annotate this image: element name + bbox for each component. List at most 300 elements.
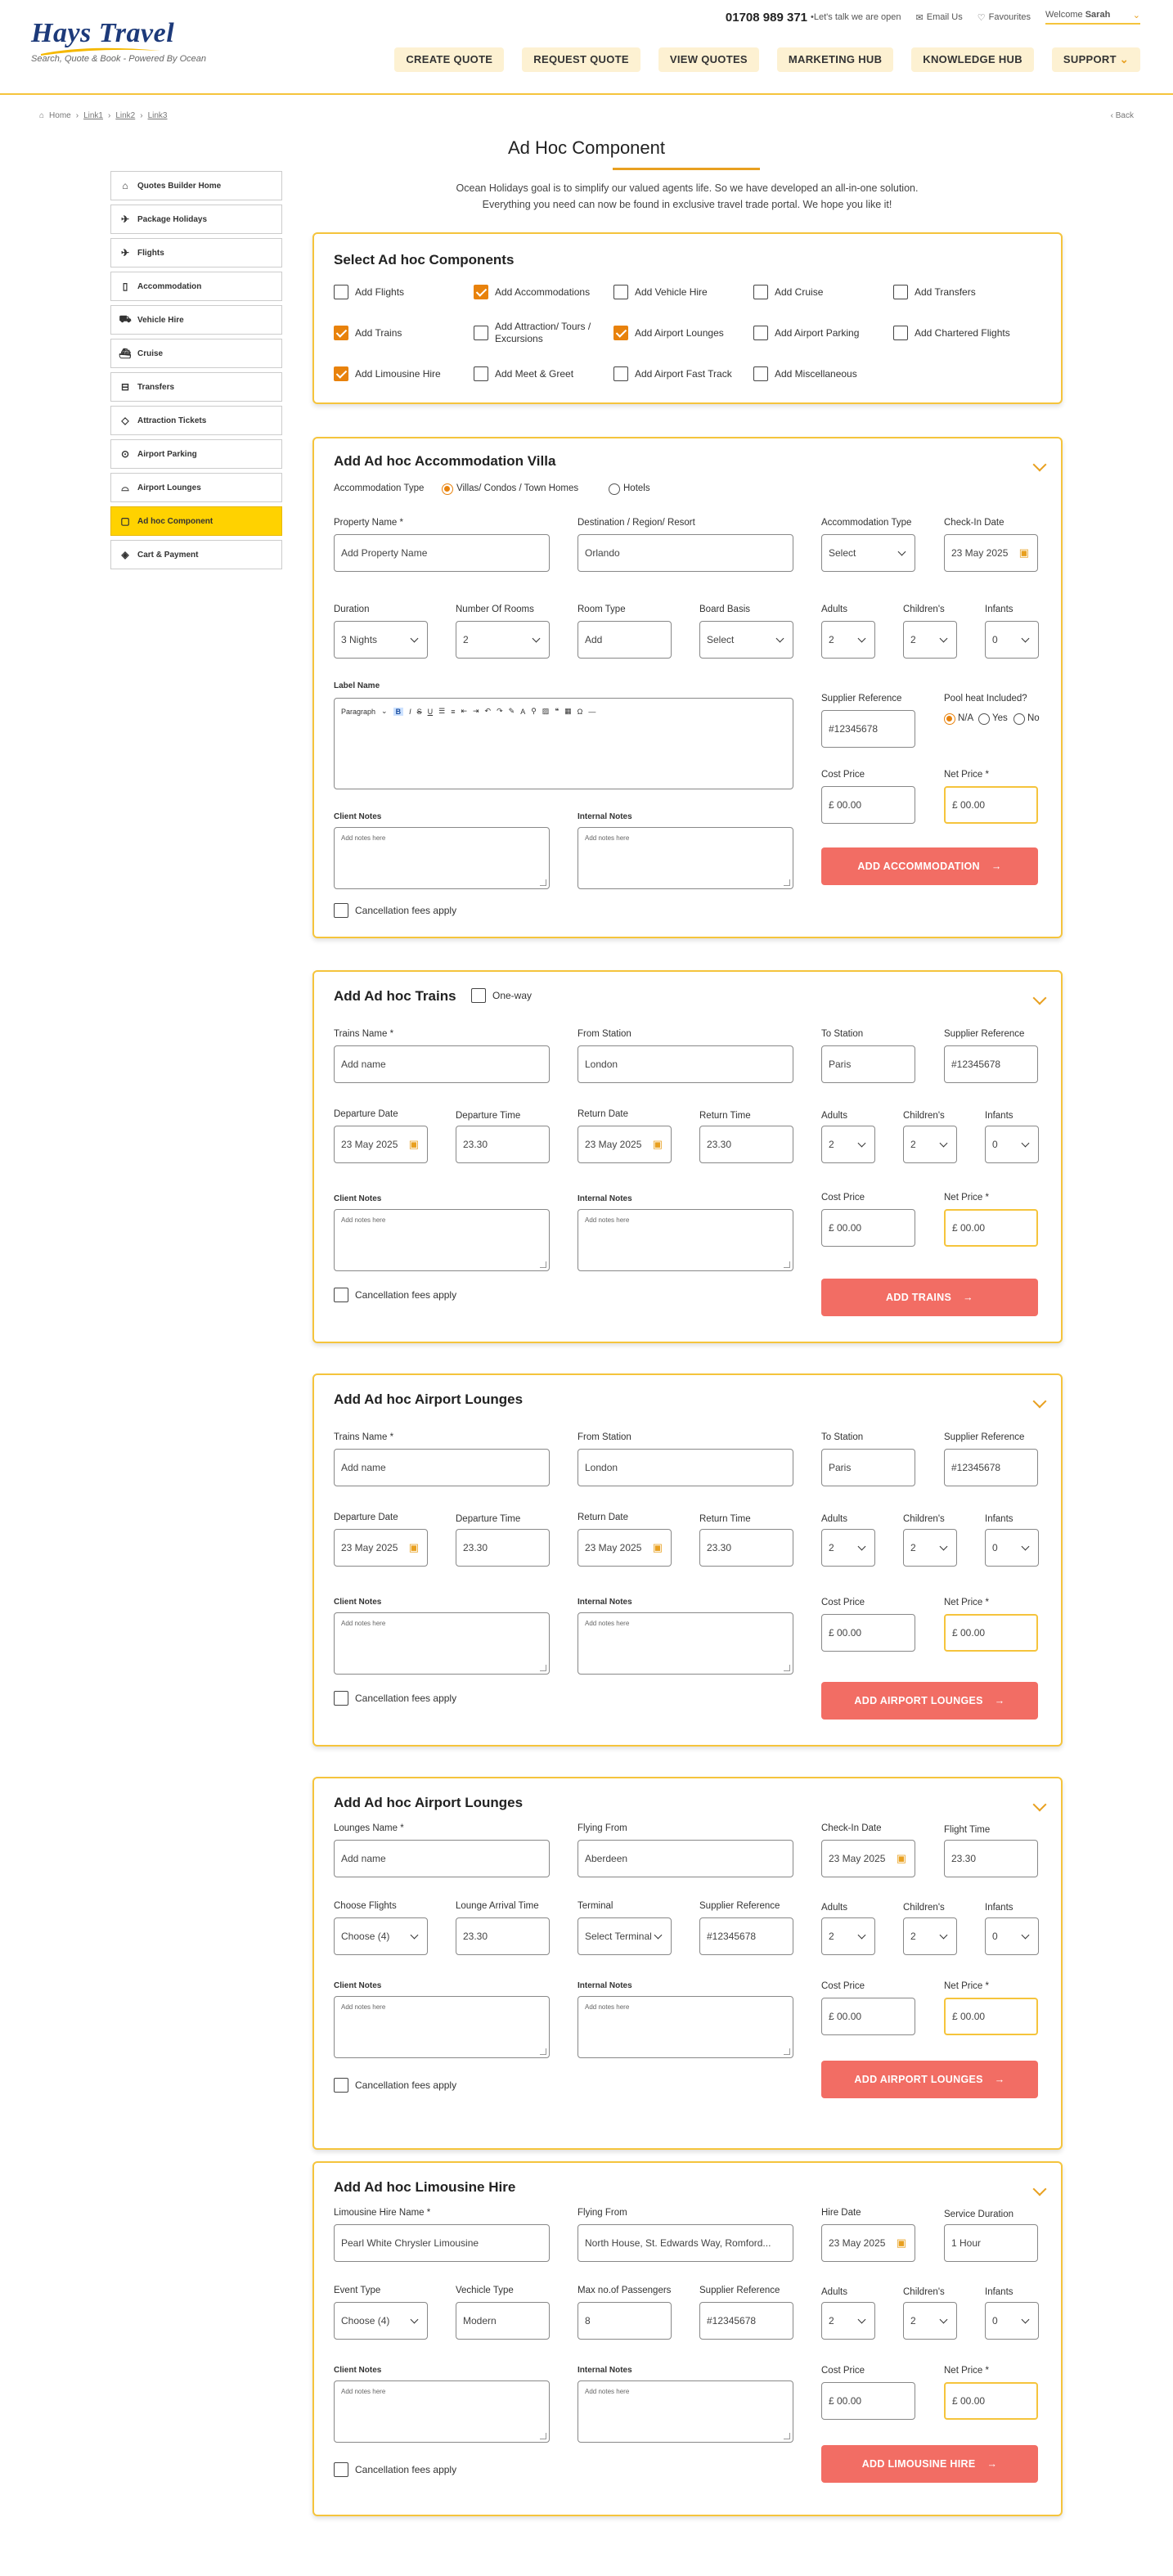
accommodation-card <box>312 437 1063 938</box>
sidebar-item-airport-lounges[interactable] <box>110 473 282 502</box>
cost-price-input[interactable]: £ 00.00 <box>821 1998 915 2035</box>
departure-date-label: Departure Date <box>334 1513 398 1522</box>
lounge-name-label: Lounges Name * <box>334 1823 404 1833</box>
email-link[interactable] <box>916 12 963 23</box>
from-station-label: From Station <box>578 1029 631 1039</box>
radio-pool-na[interactable] <box>944 713 955 725</box>
return-date[interactable] <box>578 1126 672 1163</box>
calendar-icon: ▣ <box>652 1541 663 1553</box>
client-notes-textarea[interactable]: Add notes here <box>334 1209 550 1271</box>
adults-select[interactable]: 2 <box>821 2302 875 2340</box>
bullet-list-icon[interactable]: ☰ <box>438 707 446 715</box>
cancellation-checkbox[interactable] <box>334 1288 348 1302</box>
children-select[interactable]: 2 <box>903 1917 957 1955</box>
internal-notes-textarea[interactable]: Add notes here <box>578 2380 793 2443</box>
component-checkbox[interactable] <box>753 285 768 299</box>
cost-price-label: Cost Price <box>821 1598 865 1607</box>
title-underline <box>613 168 760 170</box>
service-duration-input[interactable]: 1 Hour <box>944 2224 1038 2262</box>
children-select[interactable]: 2 <box>903 621 957 659</box>
logo-text: Hays Travel <box>31 18 175 48</box>
calendar-icon: ▣ <box>408 1541 419 1553</box>
board-basis-label: Board Basis <box>699 605 751 614</box>
sidebar-item-label: Cruise <box>137 348 164 358</box>
vehicle-type-input[interactable]: Modern <box>456 2302 550 2340</box>
adults-label: Adults <box>821 2287 847 2297</box>
sidebar <box>110 171 282 573</box>
component-checkbox-label: Add Chartered Flights <box>915 327 1010 339</box>
component-checkbox[interactable] <box>334 326 348 340</box>
hr-icon[interactable]: — <box>588 707 596 716</box>
net-price-label: Net Price * <box>944 2366 989 2376</box>
sidebar-item-vehicle-hire[interactable] <box>110 305 282 335</box>
component-checkbox-label: Add Accommodations <box>495 286 591 298</box>
sidebar-item-airport-parking[interactable] <box>110 439 282 469</box>
net-price-label: Net Price * <box>944 1981 989 1991</box>
checkin-value: 23 May 2025 <box>829 1853 886 1864</box>
net-price-input[interactable]: £ 00.00 <box>944 2382 1038 2420</box>
client-notes-label: Client Notes <box>334 1194 382 1203</box>
client-notes-textarea[interactable]: Add notes here <box>334 2380 550 2443</box>
net-price-label: Net Price * <box>944 770 989 780</box>
ship-icon: ⛴ <box>119 348 132 359</box>
arrow-right-icon: → <box>994 2074 1005 2085</box>
checkin-date[interactable] <box>821 1840 915 1877</box>
component-checkbox[interactable] <box>893 285 908 299</box>
departure-date-value: 23 May 2025 <box>341 1139 398 1150</box>
component-checkbox[interactable] <box>334 366 348 381</box>
infants-label: Infants <box>985 605 1013 614</box>
lounge-name-input[interactable]: Add name <box>334 1840 550 1877</box>
arrow-right-icon: → <box>994 1695 1005 1706</box>
children-label: Children's <box>903 1514 945 1524</box>
chevron-down-icon: ⌄ <box>1132 11 1140 20</box>
arrival-time-input[interactable]: 23.30 <box>456 1917 550 1955</box>
client-notes-textarea[interactable]: Add notes here <box>334 1612 550 1675</box>
nav-create-quote[interactable]: CREATE QUOTE <box>394 47 504 72</box>
nav-knowledge-hub[interactable]: KNOWLEDGE HUB <box>911 47 1034 72</box>
checkin-value: 23 May 2025 <box>951 547 1009 559</box>
infants-label: Infants <box>985 1514 1013 1524</box>
to-station-input[interactable]: Paris <box>821 1045 915 1083</box>
radio-villas-label: Villas/ Condos / Town Homes <box>456 483 579 493</box>
chevron-down-icon[interactable] <box>1033 1798 1047 1812</box>
home-icon: ⌂ <box>122 180 128 191</box>
net-price-input[interactable]: £ 00.00 <box>944 1614 1038 1652</box>
underline-icon[interactable]: U <box>427 707 434 716</box>
train-name-label: Trains Name * <box>334 1029 394 1039</box>
top-bar <box>726 10 1140 25</box>
favourites-link[interactable] <box>978 12 1031 23</box>
cost-price-label: Cost Price <box>821 1193 865 1203</box>
chevron-down-icon[interactable] <box>1033 1395 1047 1409</box>
checkin-date[interactable] <box>944 534 1038 572</box>
indent-icon[interactable]: ⇥ <box>473 707 479 715</box>
net-price-input[interactable]: £ 00.00 <box>944 786 1038 824</box>
account-dropdown[interactable] <box>1045 10 1140 25</box>
box-icon: ▢ <box>120 515 130 527</box>
radio-villas[interactable] <box>442 483 453 495</box>
back-label: Back <box>1115 111 1134 120</box>
button-label: ADD ACCOMMODATION <box>857 861 980 872</box>
sidebar-item-attraction-tickets[interactable] <box>110 406 282 435</box>
infants-label: Infants <box>985 1111 1013 1121</box>
trains-title: Add Ad hoc Trains <box>334 988 456 1004</box>
children-label: Children's <box>903 1111 945 1121</box>
breadcrumb-bar <box>0 95 1173 137</box>
destination-label: Destination / Region/ Resort <box>578 518 695 528</box>
adults-label: Adults <box>821 1903 847 1913</box>
internal-notes-textarea[interactable]: Add notes here <box>578 1612 793 1675</box>
lounge-icon: ⌓ <box>121 481 129 493</box>
client-notes-label: Client Notes <box>334 1598 382 1607</box>
italic-icon[interactable]: I <box>409 707 411 716</box>
chevron-down-icon: ⌄ <box>381 707 388 715</box>
component-checkbox-label: Add Limousine Hire <box>355 368 441 380</box>
adults-select[interactable]: 2 <box>821 1917 875 1955</box>
text-color-icon[interactable]: A <box>520 707 526 716</box>
undo-icon[interactable]: ↶ <box>484 707 492 715</box>
supplier-ref-input[interactable]: #12345678 <box>944 1449 1038 1486</box>
label-name-editor[interactable] <box>334 698 793 789</box>
radio-pool-no[interactable] <box>1013 713 1025 725</box>
from-station-input[interactable]: London <box>578 1449 793 1486</box>
property-name-input[interactable]: Add Property Name <box>334 534 550 572</box>
pool-heat-label: Pool heat Included? <box>944 694 1027 704</box>
component-checkbox[interactable] <box>474 366 488 381</box>
button-label: ADD AIRPORT LOUNGES <box>854 1695 983 1706</box>
train-name-input[interactable]: Add name <box>334 1045 550 1083</box>
supplier-ref-input[interactable]: #12345678 <box>699 2302 793 2340</box>
return-time-input[interactable]: 23.30 <box>699 1529 793 1567</box>
room-type-input[interactable]: Add <box>578 621 672 659</box>
component-checkbox-label: Add Airport Parking <box>775 327 860 339</box>
nav-support-label: SUPPORT <box>1063 53 1117 65</box>
internal-notes-textarea[interactable]: Add notes here <box>578 827 793 889</box>
redo-icon[interactable]: ↷ <box>497 707 503 715</box>
terminal-select[interactable]: Select Terminal <box>578 1917 672 1955</box>
internal-notes-textarea[interactable]: Add notes here <box>578 1996 793 2058</box>
from-station-label: From Station <box>578 1432 631 1442</box>
duration-select[interactable]: 3 Nights <box>334 621 428 659</box>
cancellation-checkbox[interactable] <box>334 903 348 918</box>
cost-price-label: Cost Price <box>821 2366 865 2376</box>
event-type-select[interactable]: Choose (4) <box>334 2302 428 2340</box>
limo-name-input[interactable]: Pearl White Chrysler Limousine <box>334 2224 550 2262</box>
package-icon: ✈ <box>120 214 130 225</box>
sidebar-item-flights[interactable] <box>110 238 282 267</box>
back-link[interactable] <box>1111 111 1134 120</box>
hire-date-value: 23 May 2025 <box>829 2237 886 2249</box>
component-checkbox[interactable] <box>753 366 768 381</box>
supplier-ref-input[interactable]: #12345678 <box>944 1045 1038 1083</box>
breadcrumb-link1[interactable]: Link1 <box>83 111 103 120</box>
sidebar-item-label: Accommodation <box>137 281 202 291</box>
component-checkbox[interactable] <box>613 326 628 340</box>
link-icon[interactable]: ⚲ <box>531 707 537 715</box>
arrow-right-icon: → <box>986 2458 998 2470</box>
internal-notes-label: Internal Notes <box>578 1981 632 1990</box>
net-price-label: Net Price * <box>944 1598 989 1607</box>
flight-time-input[interactable]: 23.30 <box>944 1840 1038 1877</box>
sidebar-item-label: Cart & Payment <box>137 550 199 560</box>
radio-hotels[interactable] <box>609 483 620 495</box>
choose-flights-select[interactable]: Choose (4) <box>334 1917 428 1955</box>
breadcrumb-link3[interactable]: Link3 <box>147 111 168 120</box>
plane-icon: ✈ <box>120 247 130 258</box>
name-label: Trains Name * <box>334 1432 394 1442</box>
bold-icon[interactable]: B <box>393 708 404 716</box>
component-checkbox-label: Add Cruise <box>775 286 824 298</box>
button-label: ADD LIMOUSINE HIRE <box>861 2458 976 2470</box>
departure-date[interactable] <box>334 1529 428 1567</box>
return-time-label: Return Time <box>699 1514 751 1524</box>
infants-select[interactable]: 0 <box>985 1917 1039 1955</box>
sidebar-item-ad-hoc-component[interactable] <box>110 506 282 536</box>
nav-view-quotes[interactable]: VIEW QUOTES <box>658 47 759 72</box>
net-price-label: Net Price * <box>944 1193 989 1203</box>
outdent-icon[interactable]: ⇤ <box>461 707 467 715</box>
supplier-ref-label: Supplier Reference <box>944 1029 1025 1039</box>
adults-select[interactable]: 2 <box>821 621 875 659</box>
departure-time-input[interactable]: 23.30 <box>456 1126 550 1163</box>
cost-price-input[interactable]: £ 00.00 <box>821 1614 915 1652</box>
supplier-ref-label: Supplier Reference <box>699 1901 780 1911</box>
sidebar-item-label: Transfers <box>137 382 175 392</box>
duration-label: Duration <box>334 605 370 614</box>
cancellation-checkbox[interactable] <box>334 2462 348 2477</box>
client-notes-textarea[interactable]: Add notes here <box>334 827 550 889</box>
add-accommodation-button[interactable] <box>821 847 1038 885</box>
children-label: Children's <box>903 1903 945 1913</box>
cost-price-input[interactable]: £ 00.00 <box>821 1209 915 1247</box>
destination-input[interactable]: Orlando <box>578 534 793 572</box>
radio-pool-yes-label: Yes <box>992 713 1008 723</box>
site-header <box>0 0 1173 95</box>
adults-select[interactable]: 2 <box>821 1126 875 1163</box>
departure-time-label: Departure Time <box>456 1111 521 1121</box>
strike-icon[interactable]: S <box>416 707 422 716</box>
page-title: Ad Hoc Component <box>508 137 665 158</box>
net-price-input[interactable]: £ 00.00 <box>944 1209 1038 1247</box>
component-checkbox-label: Add Airport Lounges <box>635 327 724 339</box>
adults-label: Adults <box>821 605 847 614</box>
checkin-label: Check-In Date <box>944 518 1004 528</box>
breadcrumb-separator: › <box>140 111 143 120</box>
sidebar-item-label: Ad hoc Component <box>137 516 213 526</box>
rooms-select[interactable]: 2 <box>456 621 550 659</box>
welcome-prefix: Welcome <box>1045 10 1083 20</box>
flying-from-input[interactable]: Aberdeen <box>578 1840 793 1877</box>
departure-date[interactable] <box>334 1126 428 1163</box>
sidebar-item-cruise[interactable] <box>110 339 282 368</box>
omega-icon[interactable]: Ω <box>577 707 583 716</box>
calendar-icon: ▣ <box>652 1138 663 1150</box>
infants-select[interactable]: 0 <box>985 2302 1039 2340</box>
component-checkbox-label: Add Attraction/ Tours / Excursions <box>495 321 591 344</box>
component-checkbox[interactable] <box>474 326 488 340</box>
logo-tagline: Search, Quote & Book - Powered By Ocean <box>31 54 207 64</box>
add-airport-lounges-button[interactable] <box>821 2061 1038 2098</box>
pin-icon: ⊙ <box>120 448 130 460</box>
image-icon[interactable]: ▨ <box>542 707 550 715</box>
button-label: ADD AIRPORT LOUNGES <box>854 2074 983 2085</box>
choose-flights-label: Choose Flights <box>334 1901 397 1911</box>
open-status: •Let's talk we are open <box>811 12 901 22</box>
hotel-icon: ▯ <box>122 281 128 292</box>
name-input[interactable]: Add name <box>334 1449 550 1486</box>
sidebar-item-label: Flights <box>137 248 164 258</box>
sidebar-item-label: Package Holidays <box>137 214 208 224</box>
nav-request-quote[interactable]: REQUEST QUOTE <box>522 47 640 72</box>
breadcrumb-link2[interactable]: Link2 <box>115 111 136 120</box>
children-select[interactable]: 2 <box>903 2302 957 2340</box>
return-time-input[interactable]: 23.30 <box>699 1126 793 1163</box>
logo[interactable] <box>31 18 206 64</box>
departure-time-label: Departure Time <box>456 1514 521 1524</box>
supplier-ref-input[interactable]: #12345678 <box>699 1917 793 1955</box>
cancellation-checkbox[interactable] <box>334 2078 348 2093</box>
hire-date-label: Hire Date <box>821 2208 861 2218</box>
return-date-value: 23 May 2025 <box>585 1542 642 1553</box>
client-notes-textarea[interactable]: Add notes here <box>334 1996 550 2058</box>
acc-type-select[interactable]: Select <box>821 534 915 572</box>
chevron-down-icon[interactable] <box>1033 2183 1047 2196</box>
component-checkbox[interactable] <box>474 285 488 299</box>
client-notes-label: Client Notes <box>334 812 382 821</box>
table-icon[interactable]: ▦ <box>564 707 572 715</box>
email-label: Email Us <box>926 12 963 22</box>
children-select[interactable]: 2 <box>903 1529 957 1567</box>
add-trains-button[interactable] <box>821 1279 1038 1316</box>
component-checkbox-label: Add Meet & Greet <box>495 368 574 380</box>
add-limousine-hire-button[interactable] <box>821 2445 1038 2483</box>
component-checkbox-label: Add Airport Fast Track <box>635 368 732 380</box>
to-station-input[interactable]: Paris <box>821 1449 915 1486</box>
children-select[interactable]: 2 <box>903 1126 957 1163</box>
departure-date-value: 23 May 2025 <box>341 1542 398 1553</box>
infants-select[interactable]: 0 <box>985 621 1039 659</box>
chevron-down-icon: ⌄ <box>1119 53 1129 65</box>
flying-from-input[interactable]: North House, St. Edwards Way, Romford... <box>578 2224 793 2262</box>
nav-support[interactable] <box>1052 47 1140 72</box>
flying-from-label: Flying From <box>578 1823 627 1833</box>
supplier-ref-label: Supplier Reference <box>944 1432 1025 1442</box>
infants-select[interactable]: 0 <box>985 1126 1039 1163</box>
ticket-icon: ◇ <box>121 415 129 426</box>
component-checkbox[interactable] <box>753 326 768 340</box>
logo-swoosh-icon <box>39 46 162 57</box>
sidebar-item-quotes-builder-home[interactable] <box>110 171 282 200</box>
arrival-time-label: Lounge Arrival Time <box>456 1901 539 1911</box>
phone-block[interactable] <box>726 11 901 25</box>
net-price-input[interactable]: £ 00.00 <box>944 1998 1038 2035</box>
chevron-down-icon[interactable] <box>1033 991 1047 1005</box>
return-date-label: Return Date <box>578 1513 629 1522</box>
favourites-label: Favourites <box>988 12 1031 22</box>
radio-pool-yes[interactable] <box>978 713 990 725</box>
component-checkbox[interactable] <box>613 366 628 381</box>
arrow-right-icon: → <box>991 861 1002 872</box>
quote-icon[interactable]: ❝ <box>555 707 560 715</box>
airport-lounges-card-1 <box>312 1373 1063 1747</box>
trains-card <box>312 970 1063 1343</box>
adults-select[interactable]: 2 <box>821 1529 875 1567</box>
cost-price-input[interactable]: £ 00.00 <box>821 2382 915 2420</box>
cost-price-input[interactable]: £ 00.00 <box>821 786 915 824</box>
cancellation-checbox[interactable] <box>334 1691 348 1706</box>
calendar-icon: ▣ <box>896 2237 906 2249</box>
nav-marketing-hub[interactable]: MARKETING HUB <box>777 47 893 72</box>
sidebar-item-package-holidays[interactable] <box>110 205 282 234</box>
sidebar-item-label: Quotes Builder Home <box>137 181 222 191</box>
departure-date-label: Departure Date <box>334 1109 398 1119</box>
from-station-input[interactable]: London <box>578 1045 793 1083</box>
airport-lounges-title: Add Ad hoc Airport Lounges <box>334 1391 524 1407</box>
sidebar-item-cart-payment[interactable] <box>110 540 282 569</box>
accommodation-type-label: Accommodation Type <box>334 483 425 493</box>
airport-lounges-title: Add Ad hoc Airport Lounges <box>334 1795 524 1810</box>
paragraph-select[interactable]: Paragraph <box>341 707 376 716</box>
airport-lounges-card-2 <box>312 1777 1063 2150</box>
vehicle-type-label: Vechicle Type <box>456 2286 514 2295</box>
numbered-list-icon[interactable]: ≡ <box>451 707 456 716</box>
departure-time-input[interactable]: 23.30 <box>456 1529 550 1567</box>
label-name-label: Label Name <box>334 681 380 690</box>
sidebar-item-label: Vehicle Hire <box>137 315 184 325</box>
envelope-icon: ✉ <box>915 12 924 23</box>
arrow-right-icon: → <box>963 1292 973 1303</box>
add-airport-lounges-button[interactable] <box>821 1682 1038 1720</box>
board-basis-select[interactable]: Select <box>699 621 793 659</box>
editor-toolbar <box>341 707 595 716</box>
one-way-checkbox[interactable] <box>471 988 486 1003</box>
calendar-icon: ▣ <box>896 1852 906 1864</box>
property-name-label: Property Name * <box>334 518 404 528</box>
room-type-label: Room Type <box>578 605 626 614</box>
supplier-ref-input[interactable]: #12345678 <box>821 710 915 748</box>
breadcrumb-home[interactable]: Home <box>49 111 71 120</box>
highlight-icon[interactable]: ✎ <box>508 707 515 715</box>
hire-date[interactable] <box>821 2224 915 2262</box>
tag-icon: ◈ <box>121 549 129 560</box>
client-notes-label: Client Notes <box>334 1981 382 1990</box>
max-passengers-input[interactable]: 8 <box>578 2302 672 2340</box>
car-icon: ⛟ <box>119 313 132 325</box>
component-checkbox[interactable] <box>613 285 628 299</box>
return-date[interactable] <box>578 1529 672 1567</box>
sidebar-item-label: Airport Parking <box>137 449 197 459</box>
component-checkbox[interactable] <box>334 285 348 299</box>
max-passengers-label: Max no.of Passengers <box>578 2286 672 2295</box>
internal-notes-textarea[interactable]: Add notes here <box>578 1209 793 1271</box>
infants-select[interactable]: 0 <box>985 1529 1039 1567</box>
component-checkbox-label: Add Flights <box>355 286 405 298</box>
sidebar-item-transfers[interactable] <box>110 372 282 402</box>
cancellation-label: Cancellation fees apply <box>355 2464 457 2475</box>
event-type-label: Event Type <box>334 2286 381 2295</box>
component-checkbox[interactable] <box>893 326 908 340</box>
limousine-title: Add Ad hoc Limousine Hire <box>334 2179 516 2195</box>
chevron-down-icon[interactable] <box>1033 458 1047 472</box>
supplier-ref-label: Supplier Reference <box>699 2286 780 2295</box>
user-name: Sarah <box>1085 10 1111 20</box>
sidebar-item-accommodation[interactable] <box>110 272 282 301</box>
adults-label: Adults <box>821 1514 847 1524</box>
cancellation-label: Cancellation fees apply <box>355 1693 457 1704</box>
cancellation-label: Cancellation fees apply <box>355 2079 457 2091</box>
children-label: Children's <box>903 605 945 614</box>
